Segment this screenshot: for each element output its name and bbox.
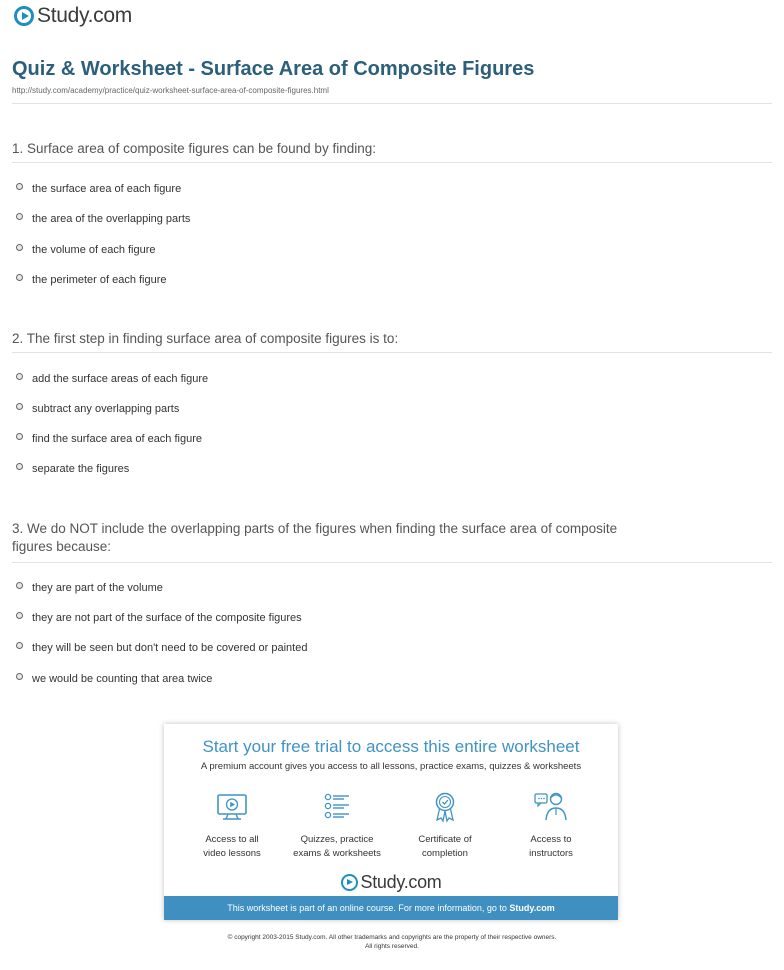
divider [12, 562, 772, 563]
play-circle-icon [14, 6, 34, 26]
answer-option[interactable] [16, 642, 307, 654]
answer-option[interactable] [16, 612, 302, 624]
answer-option[interactable] [16, 582, 163, 594]
radio-button[interactable] [16, 673, 23, 680]
divider [12, 103, 772, 104]
radio-button[interactable] [16, 463, 23, 470]
promo-subtitle: A premium account gives you access to all lessons, practice exams, quizzes & worksheets [200, 761, 582, 772]
option-label: separate the figures [32, 463, 130, 475]
option-label: we would be counting that area twice [32, 673, 213, 685]
feature-label: Certificate of completion [418, 834, 472, 859]
feature-instructors [496, 790, 606, 861]
option-label: they will be seen but don't need to be covered or painted [32, 642, 308, 654]
promo-logo-text: Study.com [360, 872, 442, 892]
option-label: the surface area of each figure [32, 183, 182, 195]
answer-option[interactable] [16, 673, 212, 685]
question-3-line1: 3. We do NOT include the overlapping parts of the figures when finding the surface area of composite [12, 521, 618, 536]
answer-option[interactable] [16, 463, 129, 475]
radio-button[interactable] [16, 183, 23, 190]
question-3-line2: figures because: [12, 539, 112, 554]
divider [12, 352, 772, 353]
radio-button[interactable] [16, 373, 23, 380]
instructor-icon [533, 790, 569, 824]
copyright-footer [0, 933, 784, 951]
option-label: the perimeter of each figure [32, 274, 167, 286]
answer-option[interactable] [16, 403, 179, 415]
page-url: http://study.com/academy/practice/quiz-worksheet-surface-area-of-composite-figures.html [12, 86, 329, 95]
option-label: the area of the overlapping parts [32, 213, 191, 225]
play-circle-icon [341, 874, 358, 891]
promo-box [164, 724, 618, 920]
option-label: the volume of each figure [32, 244, 156, 256]
feature-label: Access to all video lessons [203, 834, 261, 859]
copyright-line2: All rights reserved. [365, 943, 419, 950]
option-label: add the surface areas of each figure [32, 373, 209, 385]
feature-video-lessons [177, 790, 287, 861]
feature-label: Access to instructors [529, 834, 573, 859]
copyright-line1: © copyright 2003-2015 Study.com. All other trademarks and copyrights are the property of their respective owners. [227, 934, 557, 941]
study-logo[interactable] [14, 4, 132, 28]
answer-option[interactable] [16, 433, 202, 445]
page-title: Quiz & Worksheet - Surface Area of Composite Figures [12, 58, 535, 80]
radio-button[interactable] [16, 433, 23, 440]
radio-button[interactable] [16, 274, 23, 281]
option-label: subtract any overlapping parts [32, 403, 180, 415]
radio-button[interactable] [16, 642, 23, 649]
promo-bar-link[interactable]: Study.com [509, 903, 555, 913]
divider [12, 162, 772, 163]
question-3 [12, 520, 672, 556]
feature-label: Quizzes, practice exams & worksheets [293, 834, 381, 859]
radio-button[interactable] [16, 244, 23, 251]
answer-option[interactable] [16, 244, 156, 256]
logo-text: Study.com [37, 4, 132, 27]
quiz-list-icon [320, 790, 354, 824]
answer-option[interactable] [16, 213, 190, 225]
certificate-icon [428, 790, 462, 824]
feature-quizzes [282, 790, 392, 861]
feature-certificate [390, 790, 500, 861]
promo-bar-text: This worksheet is part of an online course. For more information, go to [227, 903, 510, 913]
option-label: they are part of the volume [32, 582, 163, 594]
video-lesson-icon [215, 790, 249, 824]
answer-option[interactable] [16, 183, 181, 195]
radio-button[interactable] [16, 403, 23, 410]
promo-info-bar [164, 896, 618, 920]
option-label: they are not part of the surface of the composite figures [32, 612, 302, 624]
answer-option[interactable] [16, 373, 208, 385]
promo-study-logo[interactable] [164, 872, 618, 893]
question-1: 1. Surface area of composite figures can be found by finding: [12, 141, 376, 156]
answer-option[interactable] [16, 274, 167, 286]
radio-button[interactable] [16, 612, 23, 619]
promo-title[interactable]: Start your free trial to access this entire worksheet [202, 737, 580, 756]
question-2: 2. The first step in finding surface area of composite figures is to: [12, 331, 399, 346]
radio-button[interactable] [16, 582, 23, 589]
option-label: find the surface area of each figure [32, 433, 202, 445]
radio-button[interactable] [16, 213, 23, 220]
